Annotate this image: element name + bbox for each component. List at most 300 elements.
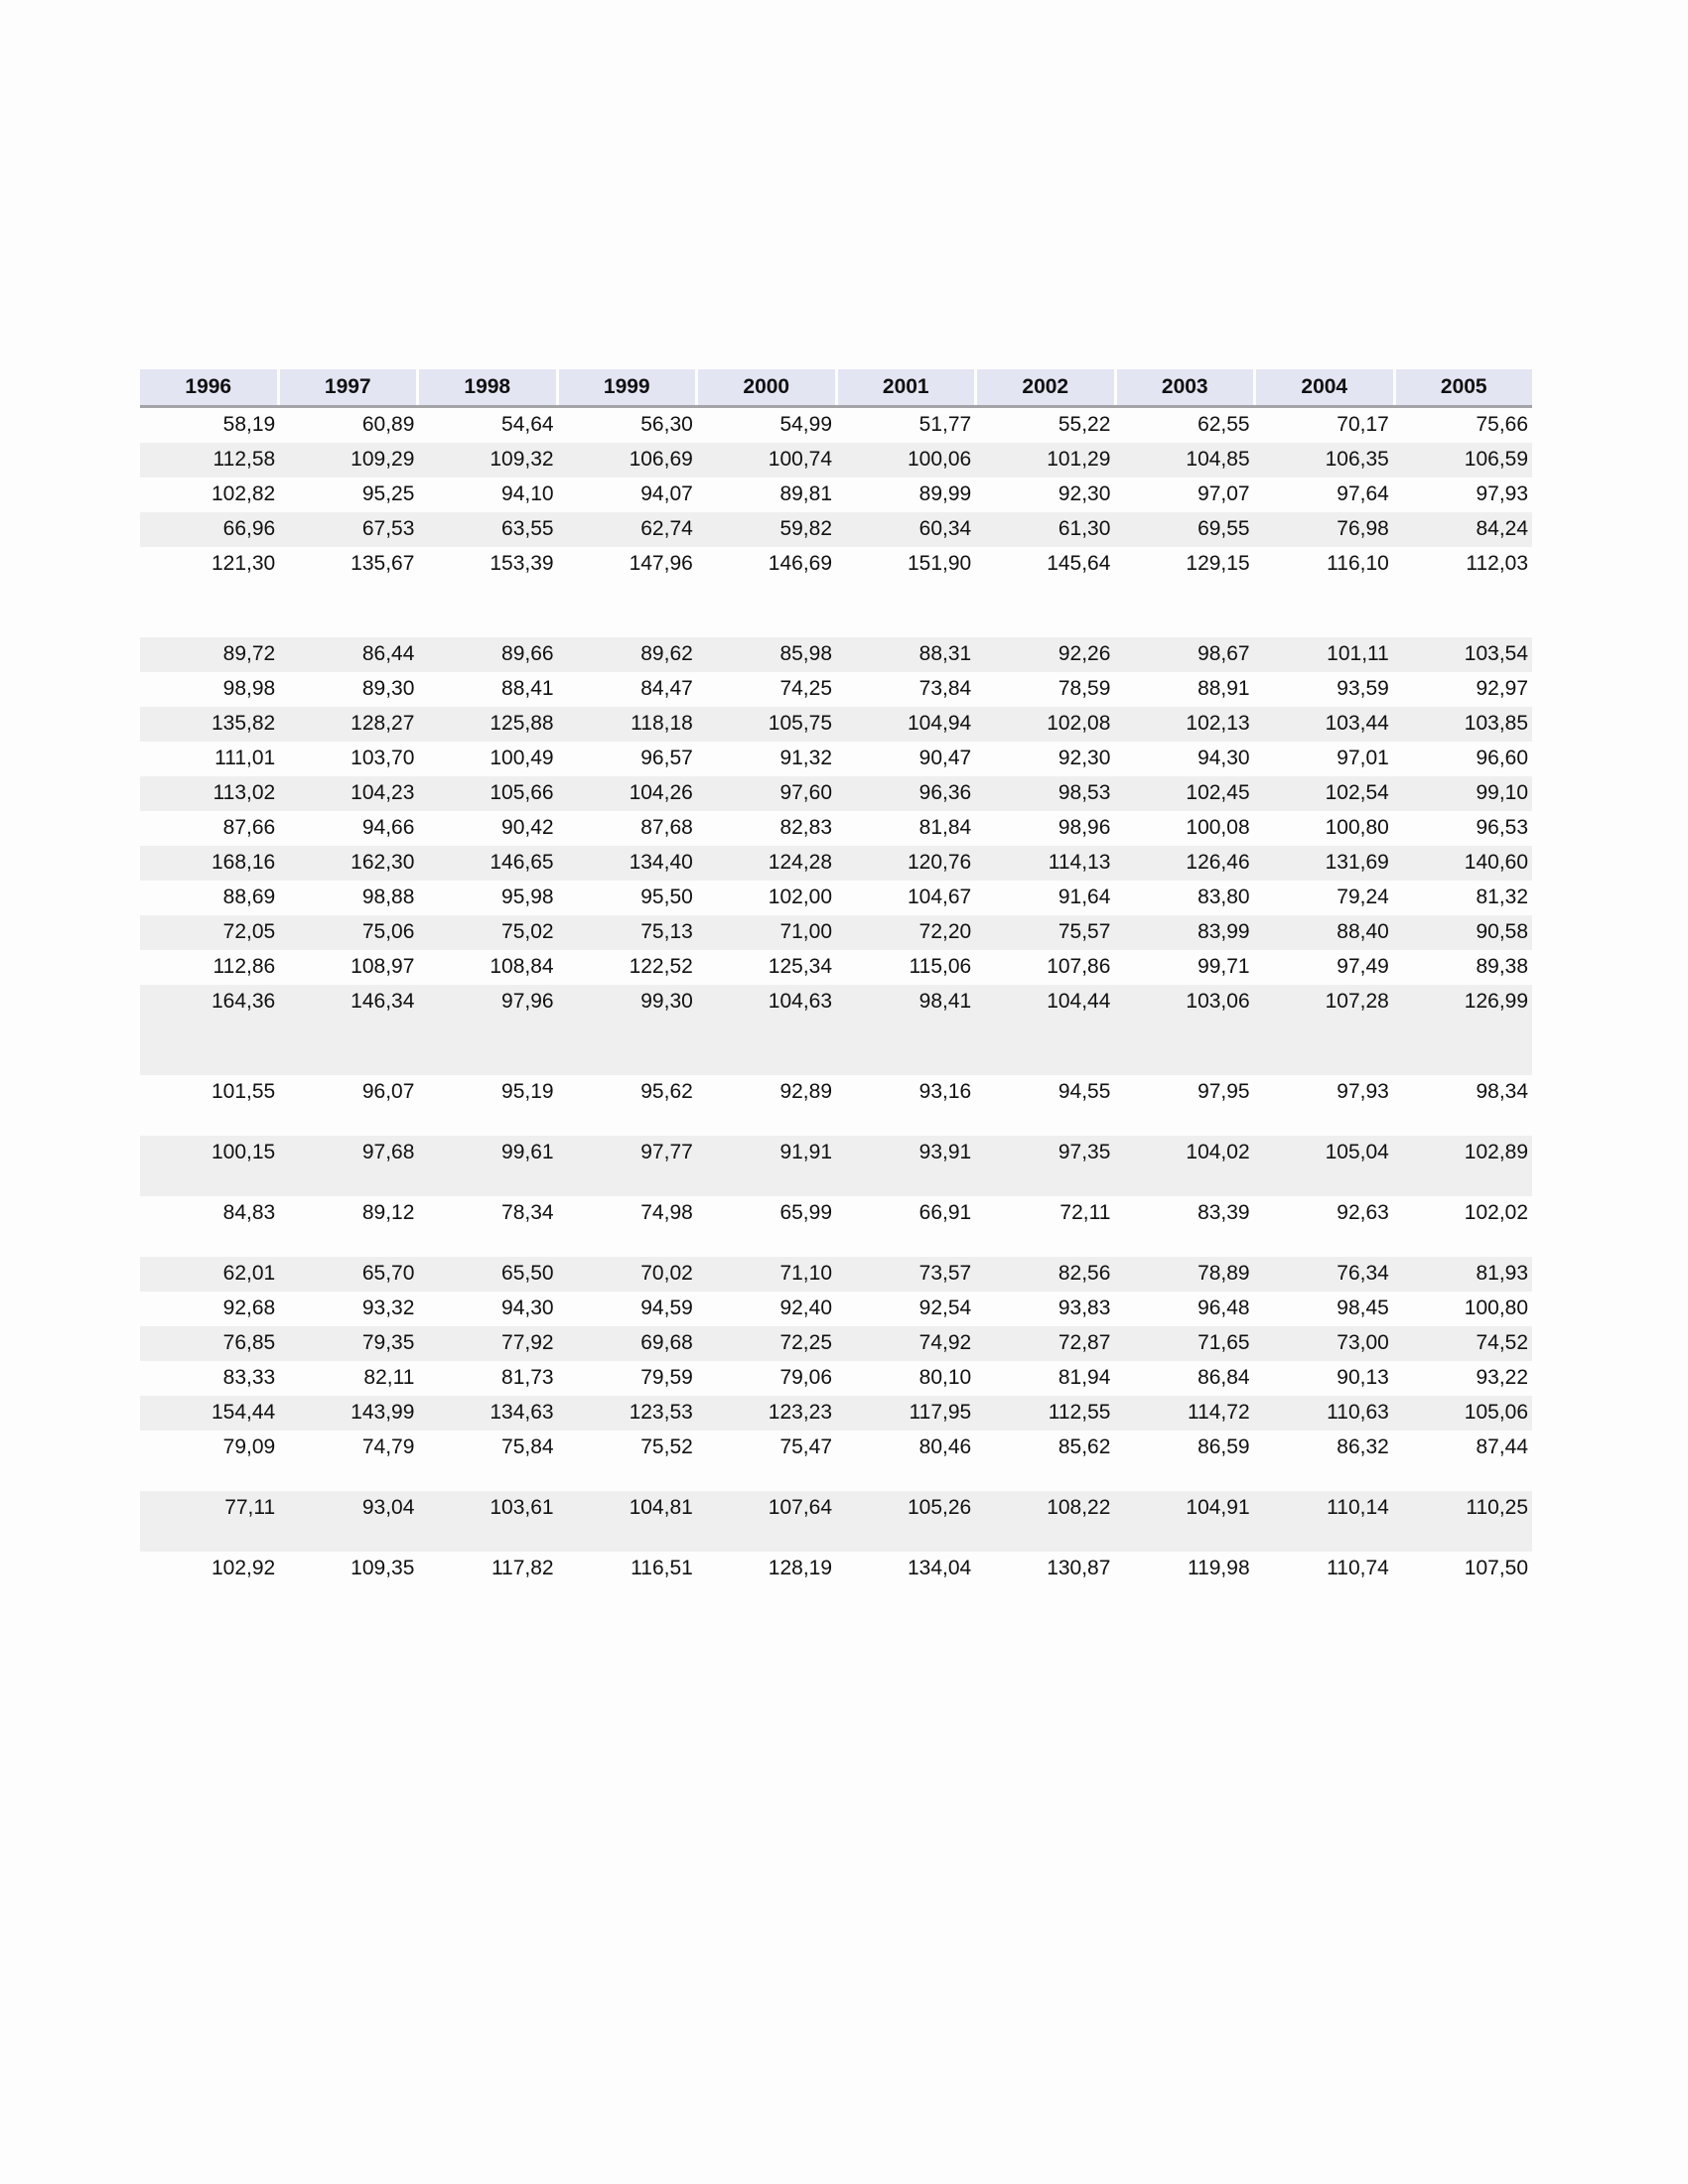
table-cell: 146,69 — [768, 552, 833, 575]
table-cell: 96,07 — [361, 1080, 415, 1103]
table-cell: 91,64 — [1057, 886, 1111, 908]
table-cell: 83,80 — [1197, 886, 1250, 908]
table-cell — [140, 582, 279, 637]
table-cell: 140,60 — [1464, 851, 1529, 874]
table-cell: 65,70 — [361, 1262, 415, 1285]
table-cell: 103,61 — [490, 1496, 554, 1519]
table-cell: 110,25 — [1466, 1496, 1529, 1519]
table-cell: 93,32 — [361, 1297, 415, 1319]
table-cell: 89,30 — [361, 677, 415, 700]
table-cell: 84,47 — [640, 677, 693, 700]
table-cell: 112,86 — [212, 955, 276, 978]
table-cell: 105,26 — [907, 1496, 972, 1519]
table-cell: 89,72 — [222, 642, 276, 665]
table-row — [140, 742, 1532, 776]
table-cell: 69,68 — [640, 1331, 693, 1354]
table-cell: 104,67 — [907, 886, 972, 908]
table-cell: 108,97 — [351, 955, 415, 978]
table-cell: 154,44 — [211, 1401, 276, 1424]
table-row — [140, 846, 1532, 881]
table-cell: 97,07 — [1197, 482, 1250, 505]
table-cell: 134,40 — [629, 851, 693, 874]
table-cell: 134,63 — [490, 1401, 554, 1424]
table-cell: 102,02 — [1464, 1201, 1529, 1224]
table-cell: 86,44 — [361, 642, 415, 665]
table-cell: 83,33 — [222, 1366, 276, 1389]
table-cell: 147,96 — [629, 552, 693, 575]
table-cell: 100,15 — [211, 1141, 276, 1163]
table-cell: 92,40 — [779, 1297, 833, 1319]
table-cell: 97,93 — [1476, 482, 1529, 505]
table-cell: 61,30 — [1057, 517, 1111, 540]
table-cell: 102,54 — [1325, 781, 1389, 804]
table-cell — [1393, 582, 1532, 637]
table-cell: 104,63 — [768, 990, 833, 1013]
table-cell: 106,35 — [1325, 448, 1389, 471]
table-cell: 62,74 — [640, 517, 693, 540]
table-cell: 100,08 — [1186, 816, 1250, 839]
table-cell: 109,29 — [351, 448, 415, 471]
table-cell: 89,38 — [1476, 955, 1529, 978]
table-cell: 116,10 — [1327, 552, 1389, 575]
table-cell: 118,18 — [631, 712, 693, 735]
table-cell: 129,15 — [1186, 552, 1250, 575]
table-cell: 86,84 — [1197, 1366, 1250, 1389]
table-cell — [418, 582, 557, 637]
year-header-1999: 1999 — [559, 369, 696, 405]
table-cell: 102,00 — [768, 886, 833, 908]
table-row — [140, 408, 1532, 443]
table-cell: 105,75 — [768, 712, 833, 735]
table-cell: 79,35 — [361, 1331, 415, 1354]
table-cell: 104,23 — [351, 781, 415, 804]
table-cell: 128,27 — [351, 712, 415, 735]
table-cell: 107,86 — [1047, 955, 1111, 978]
table-cell: 122,52 — [629, 955, 693, 978]
table-cell: 62,01 — [222, 1262, 276, 1285]
table-cell: 56,30 — [640, 413, 693, 436]
table-cell: 72,11 — [1059, 1201, 1111, 1224]
table-cell: 101,11 — [1327, 642, 1389, 665]
table-row — [140, 1431, 1532, 1491]
table-cell: 98,45 — [1336, 1297, 1389, 1319]
table-cell: 91,32 — [779, 747, 833, 769]
table-cell: 106,69 — [629, 448, 693, 471]
table-row — [140, 1196, 1532, 1257]
table-cell: 97,93 — [1336, 1080, 1389, 1103]
table-cell: 112,03 — [1466, 552, 1529, 575]
table-cell: 119,98 — [1187, 1557, 1250, 1579]
table-cell: 123,23 — [768, 1401, 833, 1424]
table-cell: 120,76 — [907, 851, 972, 874]
table-cell: 164,36 — [211, 990, 276, 1013]
table-cell: 58,19 — [222, 413, 276, 436]
table-cell: 104,85 — [1186, 448, 1250, 471]
table-cell: 89,99 — [918, 482, 972, 505]
table-cell: 89,81 — [779, 482, 833, 505]
table-cell: 65,99 — [779, 1201, 833, 1224]
table-cell: 78,89 — [1197, 1262, 1250, 1285]
table-cell: 94,30 — [501, 1297, 554, 1319]
table-cell: 97,35 — [1057, 1141, 1111, 1163]
table-cell: 114,72 — [1187, 1401, 1250, 1424]
table-cell: 81,73 — [501, 1366, 554, 1389]
table-cell: 85,98 — [779, 642, 833, 665]
table-row — [140, 443, 1532, 478]
table-cell: 71,65 — [1197, 1331, 1250, 1354]
table-cell: 93,04 — [361, 1496, 415, 1519]
table-cell: 76,34 — [1336, 1262, 1389, 1285]
table-row — [140, 776, 1532, 811]
table-cell: 125,34 — [768, 955, 833, 978]
table-cell: 79,59 — [640, 1366, 693, 1389]
table-cell: 110,74 — [1327, 1557, 1389, 1579]
table-cell: 101,55 — [211, 1080, 276, 1103]
table-cell: 74,25 — [779, 677, 833, 700]
table-cell: 81,93 — [1476, 1262, 1529, 1285]
table-cell: 130,87 — [1047, 1557, 1111, 1579]
table-cell: 100,06 — [907, 448, 972, 471]
table-cell: 135,82 — [211, 712, 276, 735]
table-cell: 115,06 — [909, 955, 972, 978]
table-cell: 145,64 — [1047, 552, 1111, 575]
table-cell: 88,40 — [1336, 920, 1389, 943]
table-cell: 105,66 — [490, 781, 554, 804]
table-cell: 54,64 — [501, 413, 554, 436]
table-cell: 110,14 — [1327, 1496, 1389, 1519]
table-cell: 81,84 — [918, 816, 972, 839]
table-cell: 99,71 — [1197, 955, 1250, 978]
table-cell: 105,06 — [1464, 1401, 1529, 1424]
table-cell: 60,89 — [361, 413, 415, 436]
table-cell: 59,82 — [779, 517, 833, 540]
table-cell: 98,67 — [1197, 642, 1250, 665]
table-cell: 92,97 — [1476, 677, 1529, 700]
table-cell: 89,66 — [501, 642, 554, 665]
table-cell: 70,02 — [640, 1262, 693, 1285]
year-header-1997: 1997 — [280, 369, 417, 405]
table-row — [140, 1326, 1532, 1361]
table-cell: 75,84 — [501, 1435, 554, 1458]
table-cell: 99,30 — [640, 990, 693, 1013]
table-cell: 104,94 — [907, 712, 972, 735]
table-cell: 92,89 — [779, 1080, 833, 1103]
table-cell: 80,46 — [918, 1435, 972, 1458]
table-cell: 102,13 — [1186, 712, 1250, 735]
table-cell: 51,77 — [918, 413, 972, 436]
table-cell: 103,54 — [1464, 642, 1529, 665]
table-cell — [697, 582, 836, 637]
table-cell: 89,12 — [361, 1201, 415, 1224]
table-cell: 101,29 — [1047, 448, 1111, 471]
table-cell: 73,84 — [918, 677, 972, 700]
table-cell: 97,49 — [1336, 955, 1389, 978]
table-body — [140, 408, 1532, 1586]
table-cell: 92,54 — [918, 1297, 972, 1319]
table-cell: 108,84 — [490, 955, 554, 978]
year-header-1996: 1996 — [140, 369, 277, 405]
table-cell: 113,02 — [212, 781, 276, 804]
table-cell: 78,59 — [1057, 677, 1111, 700]
table-row — [140, 1292, 1532, 1326]
table-cell: 114,13 — [1048, 851, 1111, 874]
table-cell: 108,22 — [1047, 1496, 1111, 1519]
table-cell: 86,32 — [1336, 1435, 1389, 1458]
table-cell: 72,25 — [779, 1331, 833, 1354]
table-cell: 90,42 — [501, 816, 554, 839]
table-cell: 79,24 — [1336, 886, 1389, 908]
table-cell: 107,28 — [1325, 990, 1389, 1013]
table-cell: 88,31 — [918, 642, 972, 665]
table-cell — [279, 582, 418, 637]
table-cell: 81,32 — [1476, 886, 1529, 908]
table-cell: 72,20 — [918, 920, 972, 943]
table-cell: 93,59 — [1336, 677, 1389, 700]
table-cell: 97,77 — [640, 1141, 693, 1163]
table-row — [140, 1552, 1532, 1586]
table-cell: 112,55 — [1048, 1401, 1111, 1424]
table-cell: 74,92 — [918, 1331, 972, 1354]
table-cell: 110,63 — [1327, 1401, 1389, 1424]
table-cell — [558, 582, 697, 637]
table-row — [140, 1361, 1532, 1396]
table-cell: 104,91 — [1186, 1496, 1250, 1519]
table-cell: 104,81 — [629, 1496, 693, 1519]
table-row — [140, 1075, 1532, 1136]
table-cell: 60,34 — [918, 517, 972, 540]
table-cell: 94,07 — [640, 482, 693, 505]
table-cell: 86,59 — [1197, 1435, 1250, 1458]
table-cell: 83,39 — [1197, 1201, 1250, 1224]
table-cell: 54,99 — [779, 413, 833, 436]
table-row — [140, 811, 1532, 846]
table-cell: 97,01 — [1336, 747, 1389, 769]
table-cell: 125,88 — [490, 712, 554, 735]
table-cell: 90,47 — [918, 747, 972, 769]
table-cell: 80,10 — [918, 1366, 972, 1389]
table-cell: 55,22 — [1057, 413, 1111, 436]
table-cell: 134,04 — [907, 1557, 972, 1579]
table-cell: 76,85 — [222, 1331, 276, 1354]
table-row — [140, 1491, 1532, 1552]
table-cell: 94,66 — [361, 816, 415, 839]
table-cell: 95,50 — [640, 886, 693, 908]
table-cell: 62,55 — [1197, 413, 1250, 436]
table-cell: 87,44 — [1476, 1435, 1529, 1458]
table-row — [140, 547, 1532, 582]
table-header-row — [140, 369, 1532, 408]
table-cell: 70,17 — [1336, 413, 1389, 436]
table-cell: 103,06 — [1186, 990, 1250, 1013]
table-cell: 66,96 — [222, 517, 276, 540]
table-cell: 78,34 — [501, 1201, 554, 1224]
table-cell: 100,80 — [1464, 1297, 1529, 1319]
table-cell: 100,74 — [768, 448, 833, 471]
table-cell: 92,68 — [222, 1297, 276, 1319]
table-cell: 96,53 — [1476, 816, 1529, 839]
table-cell: 79,06 — [779, 1366, 833, 1389]
table-row — [140, 1136, 1532, 1196]
table-cell: 87,66 — [222, 816, 276, 839]
table-row — [140, 915, 1532, 950]
table-cell: 95,25 — [361, 482, 415, 505]
table-cell: 98,34 — [1476, 1080, 1529, 1103]
table-cell: 104,26 — [629, 781, 693, 804]
table-cell: 105,04 — [1325, 1141, 1389, 1163]
table-cell: 75,66 — [1476, 413, 1529, 436]
table-cell: 102,82 — [211, 482, 276, 505]
table-cell: 88,91 — [1197, 677, 1250, 700]
table-cell: 100,49 — [490, 747, 554, 769]
table-cell: 103,70 — [351, 747, 415, 769]
table-row — [140, 707, 1532, 742]
table-cell: 96,36 — [918, 781, 972, 804]
table-cell: 92,30 — [1057, 482, 1111, 505]
table-row — [140, 637, 1532, 672]
table-cell: 109,35 — [351, 1557, 415, 1579]
table-cell: 123,53 — [629, 1401, 693, 1424]
table-cell: 98,41 — [918, 990, 972, 1013]
table-cell: 97,95 — [1197, 1080, 1250, 1103]
table-cell: 102,92 — [211, 1557, 276, 1579]
table-cell: 93,91 — [918, 1141, 972, 1163]
table-cell: 79,09 — [222, 1435, 276, 1458]
table-cell: 90,13 — [1336, 1366, 1389, 1389]
table-cell: 93,16 — [918, 1080, 972, 1103]
table-cell: 97,96 — [501, 990, 554, 1013]
table-cell: 92,30 — [1057, 747, 1111, 769]
table-cell: 75,47 — [779, 1435, 833, 1458]
table-cell: 89,62 — [640, 642, 693, 665]
table-cell: 65,50 — [501, 1262, 554, 1285]
year-header-2003: 2003 — [1117, 369, 1254, 405]
table-cell: 69,55 — [1197, 517, 1250, 540]
table-cell: 146,65 — [490, 851, 554, 874]
table-row — [140, 881, 1532, 915]
table-cell: 98,53 — [1057, 781, 1111, 804]
table-cell: 88,69 — [222, 886, 276, 908]
table-cell: 121,30 — [211, 552, 276, 575]
year-header-1998: 1998 — [419, 369, 556, 405]
table-row — [140, 582, 1532, 637]
table-cell: 81,94 — [1057, 1366, 1111, 1389]
table-cell: 95,62 — [640, 1080, 693, 1103]
table-cell: 92,63 — [1336, 1201, 1389, 1224]
table-cell: 88,41 — [501, 677, 554, 700]
table-cell: 94,10 — [501, 482, 554, 505]
table-row — [140, 1396, 1532, 1431]
table-cell: 75,06 — [361, 920, 415, 943]
table-cell: 73,00 — [1336, 1331, 1389, 1354]
table-row — [140, 512, 1532, 547]
table-cell: 84,83 — [222, 1201, 276, 1224]
table-cell: 97,64 — [1336, 482, 1389, 505]
table-cell: 75,57 — [1057, 920, 1111, 943]
table-cell: 107,50 — [1464, 1557, 1529, 1579]
year-header-2004: 2004 — [1256, 369, 1393, 405]
table-cell — [836, 582, 975, 637]
table-cell: 112,58 — [212, 448, 276, 471]
table-cell: 168,16 — [211, 851, 276, 874]
table-row — [140, 478, 1532, 512]
table-cell: 72,05 — [222, 920, 276, 943]
table-cell: 77,11 — [224, 1496, 276, 1519]
table-cell — [975, 582, 1114, 637]
table-cell: 126,99 — [1464, 990, 1529, 1013]
table-cell: 97,68 — [361, 1141, 415, 1163]
table-cell: 98,88 — [361, 886, 415, 908]
table-cell: 116,51 — [631, 1557, 693, 1579]
table-cell: 102,45 — [1186, 781, 1250, 804]
table-cell: 131,69 — [1325, 851, 1389, 874]
table-cell: 73,57 — [918, 1262, 972, 1285]
table-row — [140, 950, 1532, 985]
table-row — [140, 985, 1532, 1075]
table-cell: 100,80 — [1325, 816, 1389, 839]
table-cell: 109,32 — [490, 448, 554, 471]
table-cell: 96,60 — [1476, 747, 1529, 769]
table-cell: 75,02 — [501, 920, 554, 943]
table-cell: 106,59 — [1464, 448, 1529, 471]
table-cell: 98,98 — [222, 677, 276, 700]
table-cell: 103,85 — [1464, 712, 1529, 735]
table-cell: 102,89 — [1464, 1141, 1529, 1163]
table-cell: 117,82 — [491, 1557, 554, 1579]
table-cell: 104,44 — [1047, 990, 1111, 1013]
table-cell: 75,13 — [640, 920, 693, 943]
table-cell: 128,19 — [768, 1557, 833, 1579]
table-cell: 74,79 — [361, 1435, 415, 1458]
year-header-2005: 2005 — [1396, 369, 1533, 405]
year-header-2000: 2000 — [698, 369, 835, 405]
table-cell: 94,30 — [1197, 747, 1250, 769]
table-cell: 117,95 — [909, 1401, 972, 1424]
table-cell: 94,59 — [640, 1297, 693, 1319]
table-cell: 82,56 — [1057, 1262, 1111, 1285]
table-cell — [1114, 582, 1253, 637]
table-cell: 71,10 — [779, 1262, 833, 1285]
table-cell: 93,22 — [1476, 1366, 1529, 1389]
table-cell: 67,53 — [361, 517, 415, 540]
table-cell: 85,62 — [1057, 1435, 1111, 1458]
table-cell: 82,83 — [779, 816, 833, 839]
year-header-2001: 2001 — [838, 369, 975, 405]
table-cell: 91,91 — [779, 1141, 833, 1163]
table-cell: 103,44 — [1325, 712, 1389, 735]
table-cell: 74,98 — [640, 1201, 693, 1224]
table-cell: 98,96 — [1057, 816, 1111, 839]
table-cell: 90,58 — [1476, 920, 1529, 943]
table-cell: 93,83 — [1057, 1297, 1111, 1319]
table-cell: 99,61 — [501, 1141, 554, 1163]
table-cell: 162,30 — [351, 851, 415, 874]
table-cell: 102,08 — [1047, 712, 1111, 735]
table-cell: 153,39 — [490, 552, 554, 575]
data-table — [140, 369, 1532, 1586]
table-cell: 83,99 — [1197, 920, 1250, 943]
table-cell: 99,10 — [1476, 781, 1529, 804]
year-header-2002: 2002 — [977, 369, 1114, 405]
table-cell: 97,60 — [779, 781, 833, 804]
table-row — [140, 1257, 1532, 1292]
table-cell: 135,67 — [351, 552, 415, 575]
table-cell: 63,55 — [501, 517, 554, 540]
table-cell: 111,01 — [214, 747, 276, 769]
table-cell: 146,34 — [351, 990, 415, 1013]
table-cell: 74,52 — [1476, 1331, 1529, 1354]
table-cell: 66,91 — [918, 1201, 972, 1224]
table-cell: 96,48 — [1197, 1297, 1250, 1319]
